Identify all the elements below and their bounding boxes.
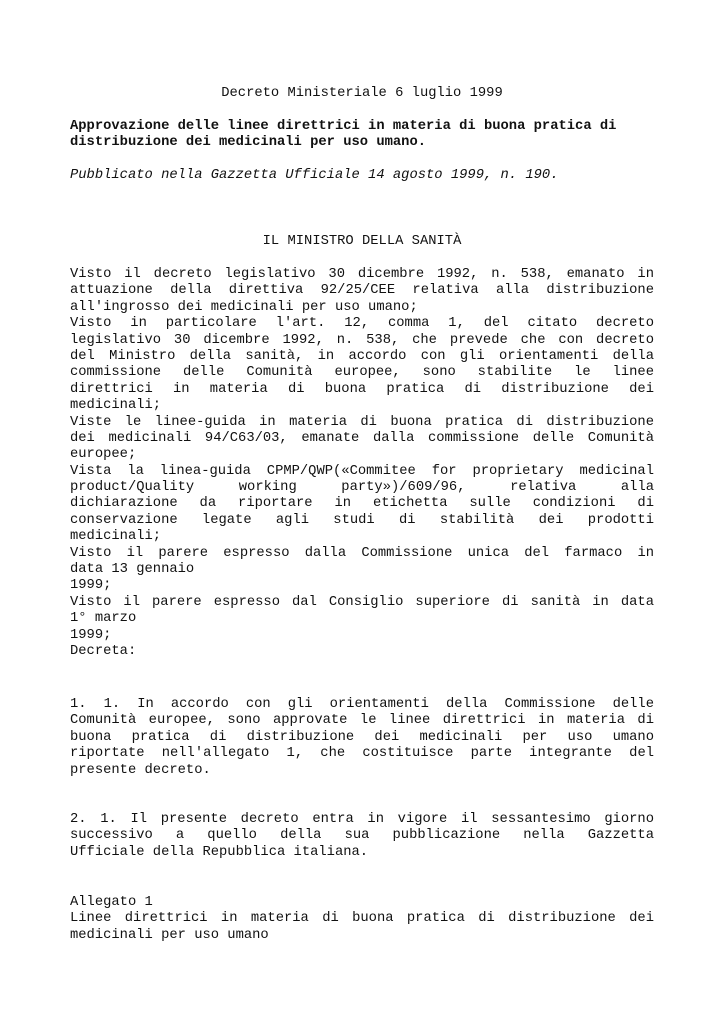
text-line: dichiarazione da riportare in etichetta sulle condizioni di [70,496,654,512]
text-line: Visto il parere espresso dal Consiglio superiore di sanità in data [70,594,654,610]
article-1 [70,697,654,779]
text-line: del Ministro della sanità, in accordo con gli orientamenti della [70,348,654,364]
text-line: legislativo 30 dicembre 1992, n. 538, che prevede che con decreto [70,332,654,348]
text-line: 1999; [70,578,112,594]
text-line: Visto in particolare l'art. 12, comma 1, del citato decreto [70,316,654,332]
text-line: buona pratica di distribuzione dei medicinali per uso umano [70,729,654,745]
text-line: product/Quality working party»)/609/96, relativa alla [70,480,654,496]
text-line: Comunità europee, sono approvate le linee direttrici in materia di [70,713,654,729]
text-line: medicinali; [70,529,162,545]
document-subject [70,119,654,152]
text-line: Ufficiale della Repubblica italiana. [70,844,369,860]
annex-title-line: Linee direttrici in materia di buona pratica di distribuzione dei [70,911,654,927]
text-line: 2. 1. Il presente decreto entra in vigore il sessantesimo giorno [70,812,654,827]
text-line: 1° marzo [70,611,137,627]
minister-heading: IL MINISTRO DELLA SANITÀ [262,234,462,249]
text-line: direttrici in materia di buona pratica di distribuzione dei [70,381,654,397]
annex-title-line: medicinali per uso umano [70,927,269,943]
text-line: europee; [70,447,137,463]
article-2 [70,812,654,861]
text-line: Viste le linee-guida in materia di buona pratica di distribuzione [70,414,654,430]
text-line: attuazione della direttiva 92/25/CEE relativa alla distribuzione [70,283,654,299]
text-line: Vista la linea-guida CPMP/QWP(«Commitee for proprietary medicinal [70,463,654,479]
text-line: presente decreto. [70,762,211,778]
preamble [70,267,654,660]
subject-line: distribuzione dei medicinali per uso umano. [70,135,427,151]
text-line: 1. 1. In accordo con gli orientamenti della Commissione delle [70,697,654,712]
subject-line: Approvazione delle linee direttrici in materia di buona pratica di [70,119,617,134]
text-line: Decreta: [70,643,137,659]
text-line: dei medicinali 94/C63/03, emanate dalla commissione delle Comunità [70,430,654,446]
text-line: conservazione legate agli studi di stabilità dei prodotti [70,512,654,528]
text-line: Visto il decreto legislativo 30 dicembre 1992, n. 538, emanato in [70,267,654,282]
text-line: data 13 gennaio [70,562,195,578]
annex-label: Allegato 1 [70,895,153,910]
text-line: successivo a quello della sua pubblicazione nella Gazzetta [70,828,654,844]
text-line: 1999; [70,627,112,643]
document-title: Decreto Ministeriale 6 luglio 1999 [221,86,503,101]
text-line: Visto il parere espresso dalla Commissione unica del farmaco in [70,545,654,561]
publication-note: Pubblicato nella Gazzetta Ufficiale 14 agosto 1999, n. 190. [70,168,559,183]
text-line: commissione delle Comunità europee, sono stabilite le linee [70,365,654,381]
text-line: all'ingrosso dei medicinali per uso umano; [70,299,418,315]
text-line: riportate nell'allegato 1, che costituisce parte integrante del [70,746,654,762]
text-line: medicinali; [70,398,162,414]
annex [70,895,654,944]
